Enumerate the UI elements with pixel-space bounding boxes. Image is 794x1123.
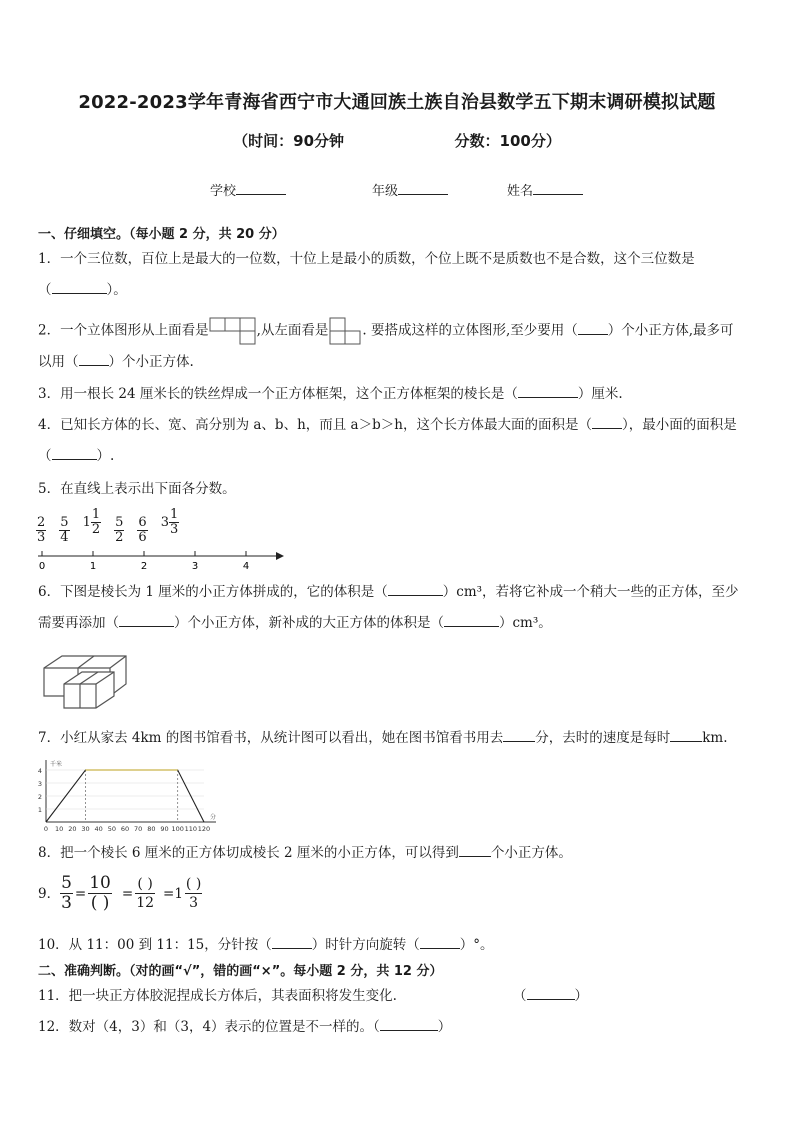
top-view-figure [209,316,257,346]
question-6-cont: 需要再添加（ ）个小正方体，新补成的大正方体的体积是（ ）cm³。 [38,615,552,631]
fraction-denominator: 2 [91,522,101,537]
school-field: 学校 [210,180,286,199]
y-tick-label: 3 [37,780,42,788]
number-line [30,548,290,574]
fraction-numerator: 5 [60,515,69,530]
y-tick-label: 2 [37,793,42,801]
number-line-label: 2 [140,561,148,572]
section-heading: 二、准确判断。（对的画“√”，错的画“×”。每小题 2 分，共 12 分） [38,964,443,979]
fraction: $\frac{5}{3}$ [61,873,72,913]
question-2-cont: 以用（ ）个小正方体. [38,354,194,370]
fraction-denominator: 2 [115,530,124,545]
question-8: 8．把一个棱长 6 厘米的正方体切成棱长 2 厘米的小正方体，可以得到 个小正方体。 [38,845,572,861]
x-tick-label: 70 [134,825,143,832]
x-tick-label: 50 [107,825,116,832]
fraction: $\frac{( )}{12}$ [136,876,155,911]
page-title: 2022-2023学年青海省西宁市大通回族土族自治县数学五下期末调研模拟试题 [78,92,716,113]
x-axis-label: 分 [210,814,217,821]
fraction-numerator: 6 [138,515,147,530]
y-tick-label: 1 [37,806,42,814]
cube-figure [40,648,135,710]
question-1-answer: （ ）。 [38,282,127,298]
x-tick-label: 60 [120,825,130,832]
question-11-answer: （ ） [513,988,588,1004]
fraction-whole: 1 [82,515,91,530]
question-4: 4．已知长方体的长、宽、高分别为 a、b、h，而且 a＞b＞h，这个长方体最大面的面积是（ ），最小面的面积是 [38,417,737,433]
fraction [137,516,147,545]
question-2: 2．一个立体图形从上面看是 ,从左面看是 . 要搭成这样的立体图形,至少要用（ ）个小正方体,最多可 [38,316,734,346]
x-tick-label: 100 [171,825,184,832]
fraction [59,516,69,545]
fraction-denominator: 4 [60,530,69,545]
x-tick-label: 110 [184,825,198,832]
fraction: $\frac{10}{( )}$ [89,873,111,913]
fraction-numerator: 1 [169,507,179,522]
fraction [161,508,180,537]
question-6: 6．下图是棱长为 1 厘米的小正方体拼成的，它的体积是（ ）cm³，若将它补成一个稍大一些的正方体，至少 [38,584,739,600]
x-tick-label: 90 [160,825,169,832]
number-line-label: 3 [191,561,199,572]
fraction-numerator: 1 [91,507,101,522]
x-tick-label: 10 [55,825,64,832]
fraction-denominator: 3 [169,522,179,537]
question-10: 10．从 11：00 到 11：15，分针按（ ）时针方向旋转（ ）°。 [38,937,494,953]
distance-time-chart [30,757,220,832]
fraction-denominator: 3 [37,530,46,545]
number-line-label: 4 [242,561,250,572]
name-field: 姓名 [507,180,583,199]
x-tick-label: 20 [68,825,77,832]
x-tick-label: 30 [81,825,90,832]
exam-time: （时间：90分钟 [233,132,345,150]
left-view-figure [328,316,362,346]
number-line-label: 1 [89,561,97,572]
exam-meta [0,130,794,151]
number-line-label: 0 [38,561,46,572]
fraction [114,516,124,545]
x-tick-label: 0 [43,825,49,832]
y-tick-label: 4 [37,767,42,775]
fraction: $\frac{( )}{3}$ [185,876,202,911]
grade-field: 年级 [372,180,448,199]
fraction [36,516,46,545]
fraction-numerator: 5 [115,515,124,530]
fraction-denominator: 6 [138,530,147,545]
exam-score: 分数：100分） [454,132,561,150]
x-tick-label: 40 [94,825,103,832]
question-11: 11．把一块正方体胶泥捏成长方体后，其表面积将发生变化. [38,988,397,1004]
question-3: 3．用一根长 24 厘米长的铁丝焊成一个正方体框架，这个正方体框架的棱长是（ ）厘米. [38,386,623,402]
section-heading: 一、仔细填空。（每小题 2 分，共 20 分） [38,227,285,242]
fraction-list [36,508,192,545]
y-axis-label: 千米 [50,761,63,768]
x-tick-label: 80 [147,825,156,832]
x-tick-label: 120 [197,825,211,832]
question-9: 9． $\frac{5}{3}$ = $\frac{10}{( )}$ = $\frac{( )}{12}$ =1 $\frac{( )}{3}$ [38,873,202,913]
fraction-whole: 3 [160,515,169,530]
question-7: 7．小红从家去 4km 的图书馆看书，从统计图可以看出，她在图书馆看书用去 分，去时的速度是每时 km. [38,730,728,746]
fraction-numerator: 2 [37,515,46,530]
question-5: 5．在直线上表示出下面各分数。 [38,481,236,497]
question-1: 1．一个三位数，百位上是最大的一位数，十位上是最小的质数，个位上既不是质数也不是合数，这个三位数是 [38,251,695,267]
fraction [83,508,102,537]
question-4-cont: （ ）. [38,448,115,464]
question-12: 12．数对（4，3）和（3，4）表示的位置是不一样的。（ ） [38,1019,452,1035]
